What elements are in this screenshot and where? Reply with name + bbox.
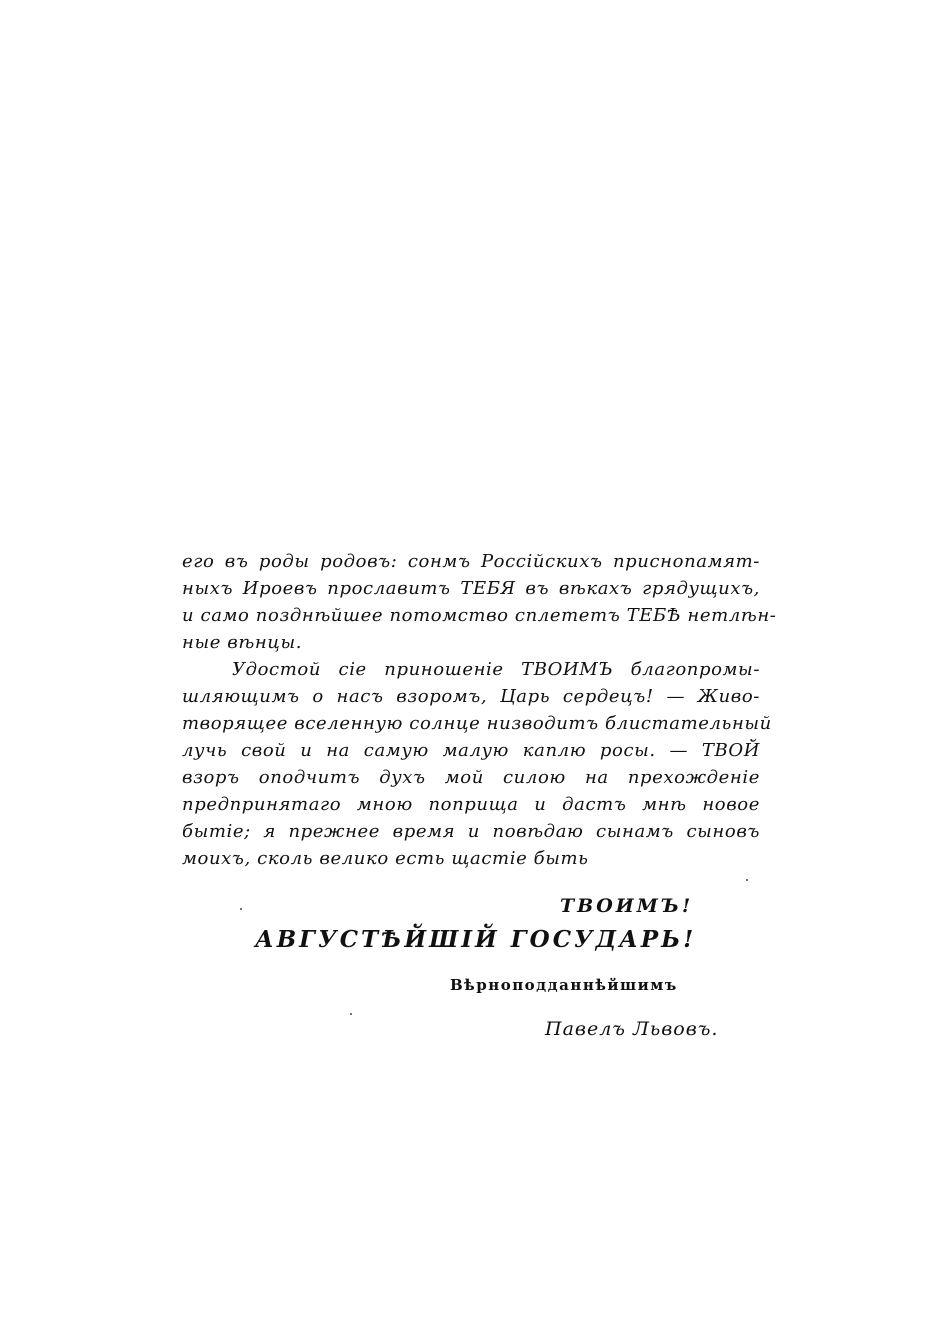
ink-speck bbox=[240, 908, 242, 910]
text-line-9: взоръ оподчитъ духъ мой силою на прехожденіе bbox=[182, 767, 760, 788]
text-line-12: моихъ, сколь велико есть щастіе быть bbox=[182, 848, 589, 869]
text-line-7: творящее вселенную солнце низводитъ блистательный bbox=[182, 713, 772, 734]
signature: Павелъ Львовъ. bbox=[545, 1018, 719, 1040]
ink-speck bbox=[746, 879, 748, 881]
ink-speck bbox=[350, 1013, 352, 1015]
dedication-body bbox=[182, 548, 777, 872]
closing-line: ТВОИМЪ! bbox=[560, 895, 694, 917]
text-line-11: бытіе; я прежнее время и повѣдаю сынамъ сыновъ bbox=[182, 821, 760, 842]
text-line-8: лучь свой и на самую малую каплю росы. — ТВОЙ bbox=[182, 740, 760, 761]
text-line-1: его въ роды родовъ: сонмъ Россійскихъ присноnамят- bbox=[182, 551, 760, 572]
text-line-6: шляющимъ о насъ взоромъ, Царь сердецъ! — Живо- bbox=[182, 686, 760, 707]
text-line-10: предпринятаго мною поприща и дастъ мнѣ новое bbox=[182, 794, 760, 815]
address-line: АВГУСТѢЙШІЙ ГОСУДАРЬ! bbox=[255, 926, 697, 953]
text-line-5: Удостой сіе приношеніе ТВОИМЪ благопромы- bbox=[232, 659, 760, 680]
text-line-4: ные вѣнцы. bbox=[182, 632, 303, 653]
text-line-2: ныхъ Ироевъ прославитъ ТЕБЯ въ вѣкахъ грядущихъ, bbox=[182, 578, 760, 599]
subscription-line: Вѣрноподданнѣйшимъ bbox=[450, 976, 678, 994]
text-line-3: и само позднѣйшее потомство сплететъ ТЕБѢ нетлѣн- bbox=[182, 605, 777, 626]
